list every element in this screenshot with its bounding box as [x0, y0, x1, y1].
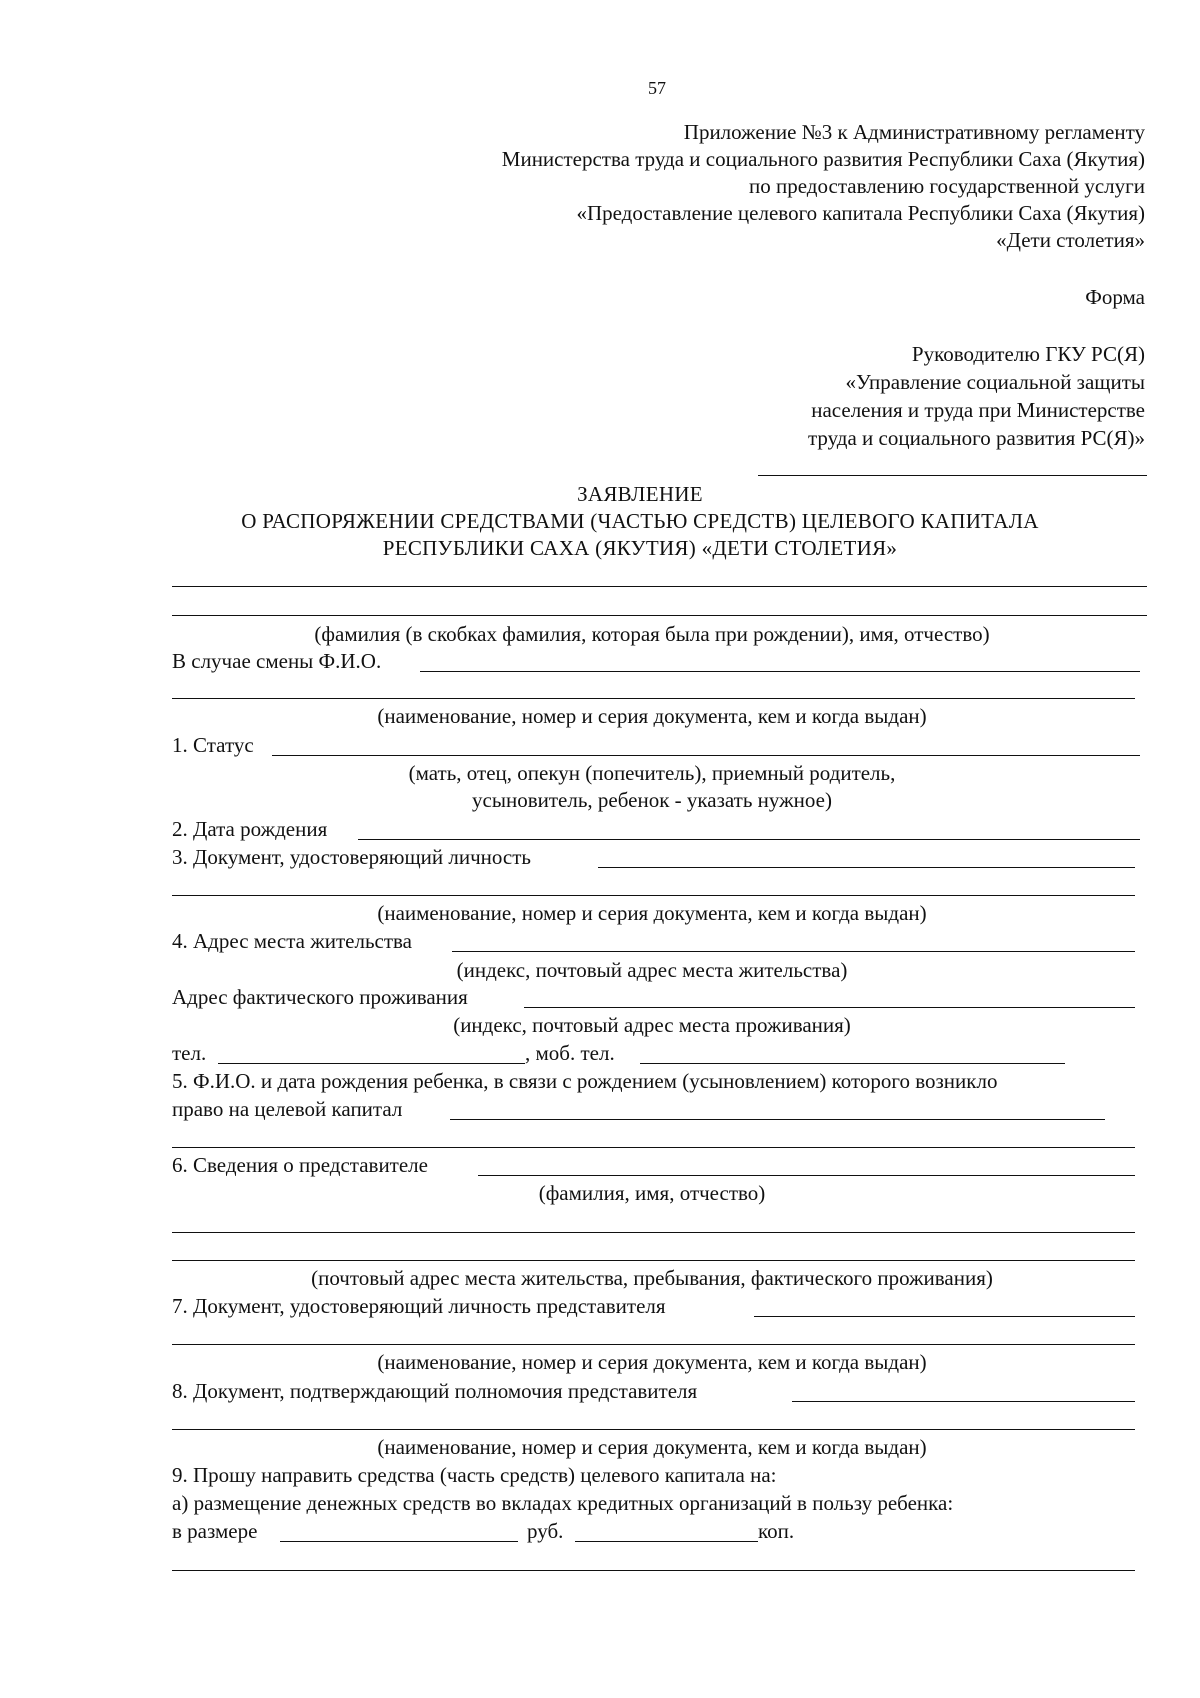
doc-hint-3: (наименование, номер и серия документа, кем и когда выдан) [377, 1350, 927, 1374]
rep-label: 6. Сведения о представителе [172, 1153, 428, 1177]
status-line[interactable] [272, 755, 1140, 756]
status-label: 1. Статус [172, 733, 254, 757]
rep-address-hint: (почтовый адрес места жительства, пребывания, фактического проживания) [311, 1266, 993, 1290]
id-doc-line-2[interactable] [172, 895, 1135, 896]
status-hint-1: (мать, отец, опекун (попечитель), приемный родитель, [408, 761, 896, 785]
residence-label: 4. Адрес места жительства [172, 929, 412, 953]
actual-address-label: Адрес фактического проживания [172, 985, 468, 1009]
rep-id-line[interactable] [754, 1316, 1135, 1317]
status-hint-2: усыновитель, ребенок - указать нужное) [472, 788, 832, 812]
addressee-line-3: населения и труда при Министерстве [811, 398, 1145, 422]
rep-auth-label: 8. Документ, подтверждающий полномочия представителя [172, 1379, 698, 1403]
rep-auth-line[interactable] [792, 1401, 1135, 1402]
phone-label: тел. [172, 1041, 207, 1065]
birth-date-label: 2. Дата рождения [172, 817, 328, 841]
id-doc-line[interactable] [598, 867, 1135, 868]
doc-hint-4: (наименование, номер и серия документа, кем и когда выдан) [377, 1435, 927, 1459]
doc-hint-1: (наименование, номер и серия документа, кем и когда выдан) [377, 704, 927, 728]
header-line-4: «Предоставление целевого капитала Республики Саха (Якутия) [576, 201, 1145, 225]
residence-line[interactable] [452, 951, 1135, 952]
actual-address-hint: (индекс, почтовый адрес места проживания) [453, 1013, 851, 1037]
doc-hint-2: (наименование, номер и серия документа, кем и когда выдан) [377, 901, 927, 925]
rep-id-line-2[interactable] [172, 1344, 1135, 1345]
rep-id-label: 7. Документ, удостоверяющий личность представителя [172, 1294, 666, 1318]
header-line-1: Приложение №3 к Административному регламенту [683, 120, 1145, 144]
child-info-line-2: право на целевой капитал [172, 1097, 403, 1121]
amount-rub-line[interactable] [280, 1541, 518, 1542]
name-change-label: В случае смены Ф.И.О. [172, 649, 382, 673]
form-title-line-2: О РАСПОРЯЖЕНИИ СРЕДСТВАМИ (ЧАСТЬЮ СРЕДСТВ) ЦЕЛЕВОГО КАПИТАЛА [241, 509, 1039, 533]
addressee-name-line[interactable] [758, 475, 1147, 476]
fio-hint: (фамилия (в скобках фамилия, которая была при рождении), имя, отчество) [314, 622, 990, 646]
addressee-line-2: «Управление социальной защиты [845, 370, 1145, 394]
applicant-name-line-2[interactable] [172, 615, 1147, 616]
form-label: Форма [1085, 285, 1145, 309]
rub-label: руб. [527, 1519, 564, 1543]
addressee-line-4: труда и социального развития РС(Я)» [807, 426, 1145, 450]
child-info-field[interactable] [450, 1119, 1105, 1120]
phone-line[interactable] [218, 1063, 525, 1064]
header-line-3: по предоставлению государственной услуги [749, 174, 1145, 198]
mobile-label: , моб. тел. [525, 1041, 615, 1065]
applicant-name-line-1[interactable] [172, 586, 1147, 587]
child-info-field-2[interactable] [172, 1147, 1135, 1148]
page-number: 57 [648, 78, 666, 98]
name-change-doc-line[interactable] [172, 698, 1135, 699]
residence-hint: (индекс, почтовый адрес места жительства) [456, 958, 848, 982]
header-line-2: Министерства труда и социального развития Республики Саха (Якутия) [501, 147, 1145, 171]
amount-kop-line[interactable] [575, 1541, 758, 1542]
birth-date-line[interactable] [358, 839, 1140, 840]
rep-address-line-2[interactable] [172, 1260, 1135, 1261]
amount-words-line[interactable] [172, 1570, 1135, 1571]
rep-auth-line-2[interactable] [172, 1429, 1135, 1430]
deposit-label: а) размещение денежных средств во вкладах кредитных организаций в пользу ребенка: [172, 1491, 954, 1515]
rep-hint: (фамилия, имя, отчество) [538, 1181, 766, 1205]
addressee-line-1: Руководителю ГКУ РС(Я) [911, 342, 1145, 366]
amount-label: в размере [172, 1519, 258, 1543]
id-doc-label: 3. Документ, удостоверяющий личность [172, 845, 531, 869]
actual-address-line[interactable] [524, 1007, 1135, 1008]
child-info-line-1: 5. Ф.И.О. и дата рождения ребенка, в связи с рождением (усыновлением) которого возникло [172, 1069, 998, 1093]
header-line-5: «Дети столетия» [996, 228, 1145, 252]
rep-address-line-1[interactable] [172, 1232, 1135, 1233]
form-title-line-3: РЕСПУБЛИКИ САХА (ЯКУТИЯ) «ДЕТИ СТОЛЕТИЯ» [382, 536, 898, 560]
mobile-line[interactable] [640, 1063, 1065, 1064]
form-title-line-1: ЗАЯВЛЕНИЕ [577, 482, 703, 506]
name-change-line[interactable] [420, 671, 1140, 672]
rep-name-line[interactable] [478, 1175, 1135, 1176]
kop-label: коп. [758, 1519, 795, 1543]
request-label: 9. Прошу направить средства (часть средств) целевого капитала на: [172, 1463, 777, 1487]
